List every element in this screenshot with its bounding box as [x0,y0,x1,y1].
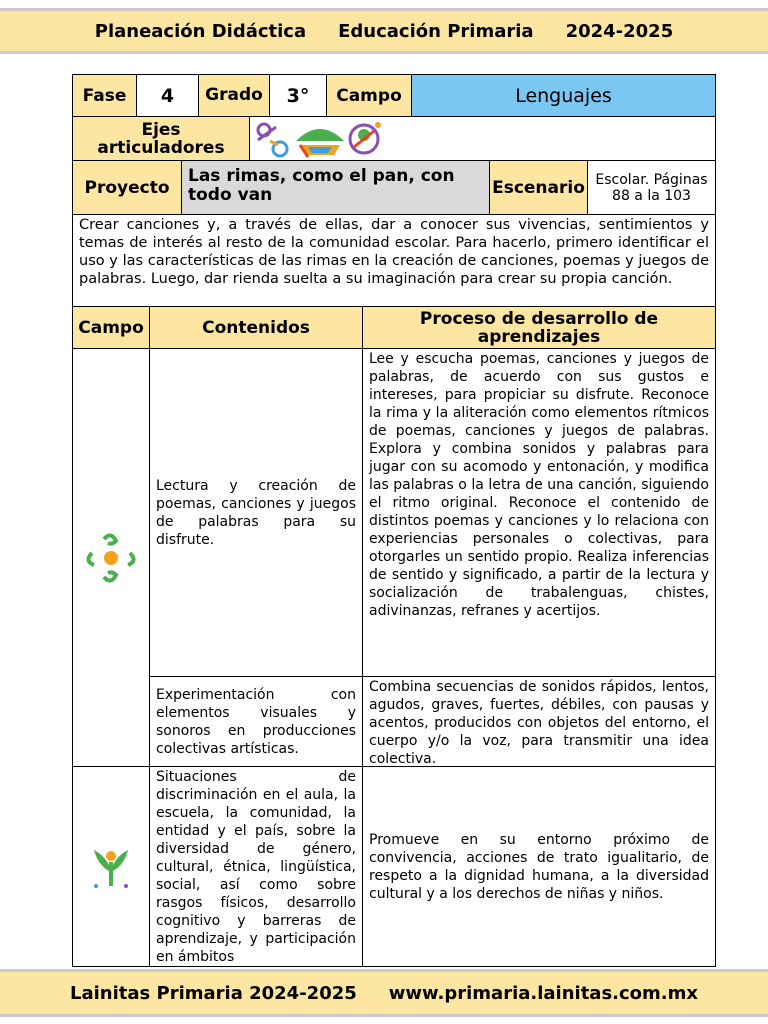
th-campo: Campo [72,306,150,349]
proyecto-title: Las rimas, como el pan, con todo van [181,160,490,215]
contenido-2: Experimentación con elementos visuales y sonoros en producciones colectivas artísticas. [156,686,356,757]
pda-cell-3 [362,766,716,967]
pda-3: Promueve en su entorno próximo de convivencia, acciones de trato igualitario, de respeto a la dignidad humana, a la diversidad cultural y a los derechos de niñas y niños. [369,831,709,902]
interculturalidad-icon [296,129,344,157]
contenido-3: Situaciones de discriminación en el aula, la escuela, la comunidad, la entidad y el país, sobre la diversidad de género, cultural, étnica, lingüística, social, así como sobre rasgos físicos, desarrollo cognitivo y barreras de aprendizaje, y participación en ámbitos [156,769,356,965]
ejes-icons [249,116,716,161]
ejes-label: Ejes articuladores [72,116,250,161]
pda-1: Lee y escucha poemas, canciones y juegos de palabras, de acuerdo con sus gustos e intereses, para propiciar su disfrute. Reconoce la rima y la aliteración como elementos rítmicos de poemas, canciones y juegos de palabras. Explora y combina sonidos y palabras para jugar con su acomodo y entonación, y modifica las palabras o la letra de una canción, siguiendo el ritmo original. Reconoce el contenido de distintos poemas y canciones y lo relaciona con experiencias personales o colectivas, para otorgarles un sentido propio. Realiza inferencias de sentido y significado, a partir de la lectura y socialización de trabalenguas, chistes, adivinanzas, refranes y acertijos. [362,348,716,677]
grado-value: 3° [269,74,327,117]
campo-label: Campo [326,74,412,117]
proyecto-label: Proyecto [72,160,182,215]
lenguajes-icon [86,533,136,583]
pda-2: Combina secuencias de sonidos rápidos, lentos, agudos, graves, fuertes, débiles, con pausas y acentos, producidos con objetos del entorno, el cuerpo y/o la voz, para transmitir una idea colectiva. [362,676,716,767]
contenido-cell-3 [149,766,363,967]
th-proceso: Proceso de desarrollo de aprendizajes [362,306,716,349]
th-contenidos: Contenidos [149,306,363,349]
campo-lenguajes-cell [72,348,150,767]
fase-label: Fase [72,74,137,117]
contenido-1: Lectura y creación de poemas, canciones y juegos de palabras para su disfrute. [156,477,356,548]
campo-value: Lenguajes [411,74,716,117]
pensamiento-critico-icon [350,122,381,153]
contenido-cell-1 [149,348,363,677]
footer-url[interactable]: www.primaria.lainitas.com.mx [388,982,698,1004]
grado-label: Grado [198,74,270,117]
header-banner [0,8,768,54]
escenario-label: Escenario [489,160,588,215]
campo-humano-cell [72,766,150,967]
header-year: 2024-2025 [565,20,674,42]
header-level: Educación Primaria [338,20,534,42]
contenido-cell-2 [149,676,363,767]
inclusion-icon [258,124,287,156]
escenario-value: Escolar. Páginas 88 a la 103 [587,160,716,215]
header-title: Planeación Didáctica [94,20,307,42]
project-description: Crear canciones y, a través de ellas, dar a conocer sus vivencias, sentimientos y temas de interés al resto de la comunidad escolar. Para hacerlo, primero identificar el uso y las características de las rimas en la creación de canciones, poemas y juegos de palabras. Luego, dar rienda suelta a su imaginación para crear su propia canción. [72,214,716,307]
de-lo-humano-y-lo-comunitario-icon [86,842,136,892]
footer-site-name: Lainitas Primaria 2024-2025 [70,982,357,1004]
footer-banner [0,969,768,1017]
fase-value: 4 [136,74,199,117]
